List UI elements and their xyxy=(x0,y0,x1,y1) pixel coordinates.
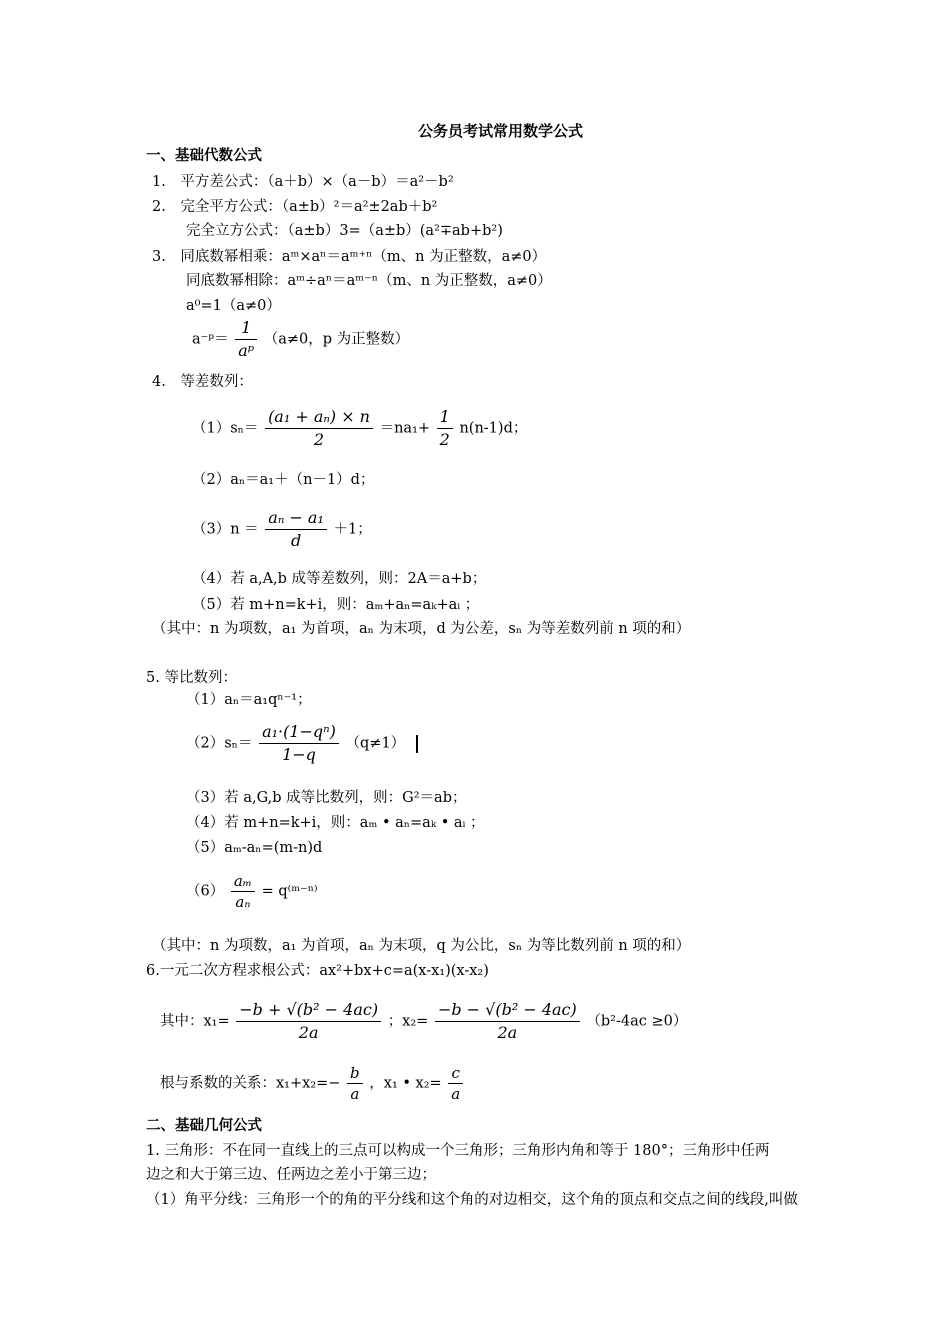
formula-arithmetic-mean: （4）若 a,A,b 成等差数列，则：2A＝a+b； xyxy=(192,571,487,587)
formula-text: = q⁽ᵐ⁻ⁿ⁾ xyxy=(261,883,318,900)
fraction xyxy=(259,722,339,765)
fraction xyxy=(435,1000,580,1043)
formula-text: ＝na₁+ xyxy=(379,420,431,437)
denominator: d xyxy=(265,529,327,551)
formula-text: （2）sₙ＝ xyxy=(186,735,253,752)
formula-geometric-term: （1）aₙ＝a₁qⁿ⁻¹； xyxy=(186,692,312,708)
note-arithmetic-sequence: （其中：n 为项数，a₁ 为首项，aₙ 为末项，d 为公差，sₙ 为等差数列前 n 项的和） xyxy=(152,621,691,637)
formula-text: 其中：x₁= xyxy=(160,1013,230,1030)
numerator: 1 xyxy=(439,407,450,426)
numerator: c xyxy=(451,1064,460,1082)
formula-text: n(n-1)d； xyxy=(459,420,528,437)
formula-zero-power: a⁰=1（a≠0） xyxy=(186,298,281,314)
fraction xyxy=(347,1064,363,1103)
formula-geometric-difference: （5）aₘ-aₙ=(m-n)d xyxy=(186,840,323,856)
fraction xyxy=(231,872,255,911)
denominator: aₙ xyxy=(231,891,255,911)
formula-text: ，x₁ • x₂= xyxy=(369,1075,442,1092)
heading-arithmetic-sequence: 4. 等差数列： xyxy=(152,374,253,390)
fraction xyxy=(265,508,327,551)
formula-text: （q≠1） xyxy=(345,735,406,752)
formula-text: （b²-4ac ≥0） xyxy=(586,1013,688,1030)
section-heading-geometry: 二、基础几何公式 xyxy=(146,1117,262,1134)
fraction xyxy=(448,1064,463,1103)
formula-text: （a≠0，p 为正整数） xyxy=(263,331,410,348)
fraction xyxy=(265,407,373,450)
formula-quadratic-roots xyxy=(160,1000,687,1043)
formula-arithmetic-sum xyxy=(192,407,527,450)
formula-text: a⁻ᵖ＝ xyxy=(192,331,229,348)
denominator: 2 xyxy=(437,428,453,450)
denominator: 2 xyxy=(265,428,373,450)
formula-geometric-ratio xyxy=(186,872,318,911)
paragraph-angle-bisector: （1）角平分线：三角形一个的角的平分线和这个角的对边相交，这个角的顶点和交点之间的线段,叫做 xyxy=(146,1192,798,1208)
formula-vieta xyxy=(160,1064,465,1103)
denominator: 2a xyxy=(236,1021,381,1043)
numerator: aₙ − a₁ xyxy=(268,508,324,527)
page-title: 公务员考试常用数学公式 xyxy=(418,122,584,140)
denominator: aᵖ xyxy=(235,339,257,361)
formula-text: ；x₂= xyxy=(387,1013,429,1030)
formula-arithmetic-term: （2）aₙ＝a₁＋（n－1）d； xyxy=(192,472,375,488)
fraction xyxy=(437,407,453,450)
numerator: 1 xyxy=(241,318,252,337)
fraction xyxy=(235,318,257,361)
fraction xyxy=(236,1000,381,1043)
formula-text: （1）sₙ＝ xyxy=(192,420,259,437)
numerator: −b + √(b² − 4ac) xyxy=(239,1000,379,1019)
formula-geometric-property: （4）若 m+n=k+i，则：aₘ • aₙ=aₖ • aᵢ ； xyxy=(186,815,485,831)
formula-difference-of-squares: 1. 平方差公式：（a＋b）×（a－b）＝a²－b² xyxy=(152,174,454,190)
denominator: 2a xyxy=(435,1021,580,1043)
formula-power-multiply: 3. 同底数幂相乘：aᵐ×aⁿ＝aᵐ⁺ⁿ（m、n 为正整数，a≠0） xyxy=(152,249,547,265)
note-geometric-sequence: （其中：n 为项数，a₁ 为首项，aₙ 为末项，q 为公比，sₙ 为等比数列前 n 项的和） xyxy=(152,938,691,954)
denominator: a xyxy=(347,1083,363,1103)
formula-text: 根与系数的关系：x₁+x₂=− xyxy=(160,1075,341,1092)
numerator: −b − √(b² − 4ac) xyxy=(437,1000,577,1019)
numerator: a₁·(1−qⁿ) xyxy=(262,722,336,741)
numerator: b xyxy=(350,1064,360,1082)
formula-perfect-cube: 完全立方公式：（a±b）3=（a±b）(a²∓ab+b²) xyxy=(186,223,503,239)
section-heading-algebra: 一、基础代数公式 xyxy=(146,147,262,164)
numerator: aₘ xyxy=(233,872,252,890)
paragraph-triangle: 1. 三角形：不在同一直线上的三点可以构成一个三角形；三角形内角和等于 180°；三角形中任两 xyxy=(146,1143,770,1159)
formula-text: ＋1； xyxy=(333,521,372,538)
denominator: 1−q xyxy=(259,743,339,765)
denominator: a xyxy=(448,1083,463,1103)
numerator: (a₁ + aₙ) × n xyxy=(268,407,370,426)
formula-geometric-mean: （3）若 a,G,b 成等比数列，则：G²＝ab； xyxy=(186,790,467,806)
formula-power-divide: 同底数幂相除：aᵐ÷aⁿ＝aᵐ⁻ⁿ（m、n 为正整数，a≠0） xyxy=(186,273,552,289)
formula-text: （3）n ＝ xyxy=(192,521,259,538)
formula-text: （6） xyxy=(186,883,225,900)
formula-arithmetic-count xyxy=(192,508,372,551)
text-cursor xyxy=(416,735,418,753)
formula-arithmetic-property: （5）若 m+n=k+i，则：aₘ+aₙ=aₖ+aᵢ ； xyxy=(192,597,480,613)
paragraph-triangle-cont: 边之和大于第三边、任两边之差小于第三边； xyxy=(146,1167,436,1183)
formula-perfect-square: 2. 完全平方公式：（a±b）²＝a²±2ab＋b² xyxy=(152,199,438,215)
formula-negative-power xyxy=(192,318,409,361)
formula-geometric-sum xyxy=(186,722,418,765)
heading-geometric-sequence: 5. 等比数列： xyxy=(146,670,237,686)
heading-quadratic-formula: 6.一元二次方程求根公式：ax²+bx+c=a(x-x₁)(x-x₂) xyxy=(146,963,489,979)
